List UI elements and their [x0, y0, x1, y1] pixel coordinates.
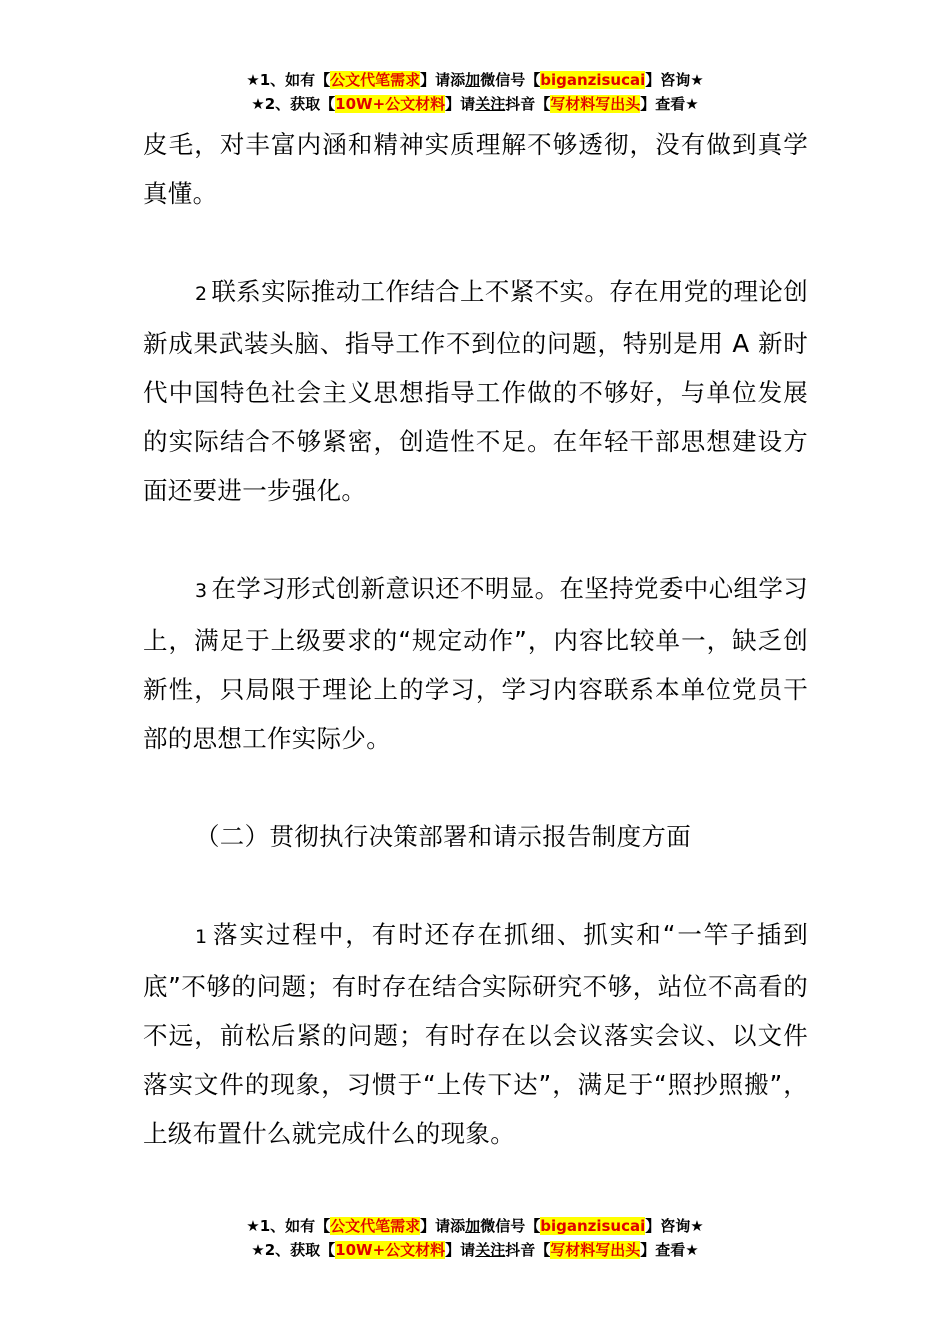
- promo-text: 】查看: [640, 95, 686, 113]
- promo-underline: 关注: [475, 1241, 506, 1259]
- promo-line-1: [0, 68, 950, 92]
- promo-text: 抖音【: [505, 1241, 551, 1259]
- paragraph-text: 联系实际推动工作结合上不紧不实。存在用党的理论创新成果武装头脑、指导工作不到位的问题，特别是用 A 新时代中国特色社会主义思想指导工作做的不够好，与单位发展的实际结合不够紧密，创造性不足。在年轻干部思想建设方面还要进一步强化。: [143, 277, 808, 505]
- promo-text: 1、如有【: [259, 1217, 331, 1235]
- paragraph-gap: [143, 861, 808, 910]
- star-icon: ★: [690, 1217, 704, 1235]
- promo-text: 2、获取【: [264, 95, 336, 113]
- paragraph-text: 落实过程中，有时还存在抓细、抓实和“一竿子插到底”不够的问题；有时存在结合实际研究不够，站位不高看的不远，前松后紧的问题；有时存在以会议落实会议、以文件落实文件的现象，习惯于“上传下达”，满足于“照抄照搬”，上级布置什么就完成什么的现象。: [143, 920, 808, 1148]
- promo-text: 】咨询: [645, 71, 691, 89]
- item-number: 2: [195, 283, 208, 305]
- paragraph-gap: [143, 218, 808, 267]
- promo-highlight: 公文代笔需求: [330, 71, 421, 89]
- promo-text: 微信号【: [480, 71, 541, 89]
- star-icon: ★: [685, 1241, 699, 1259]
- paragraph-gap: [143, 763, 808, 812]
- promo-highlight: 10W+公文材料: [335, 1241, 446, 1259]
- promo-highlight: 公文代笔需求: [330, 1217, 421, 1235]
- star-icon: ★: [690, 71, 704, 89]
- promo-highlight: biganzisucai: [540, 1217, 646, 1235]
- paragraph-gap: [143, 515, 808, 564]
- promo-text: 微信号【: [480, 1217, 541, 1235]
- promo-line-2: [0, 1238, 950, 1262]
- promo-highlight: 写材料写出头: [550, 1241, 641, 1259]
- promo-banner-top: [0, 68, 950, 116]
- promo-underline: 加: [465, 71, 481, 89]
- promo-text: 2、获取【: [264, 1241, 336, 1259]
- document-body: [143, 120, 808, 1158]
- star-icon: ★: [246, 1217, 260, 1235]
- paragraph-text: 在学习形式创新意识还不明显。在坚持党委中心组学习上，满足于上级要求的“规定动作”，内容比较单一，缺乏创新性，只局限于理论上的学习，学习内容联系本单位党员干部的思想工作实际少。: [143, 574, 808, 753]
- paragraph-item-1: [143, 910, 808, 1158]
- paragraph-item-3: [143, 564, 808, 763]
- promo-banner-bottom: [0, 1214, 950, 1262]
- promo-highlight: biganzisucai: [540, 71, 646, 89]
- section-heading: （二）贯彻执行决策部署和请示报告制度方面: [195, 822, 691, 851]
- promo-text: 】查看: [640, 1241, 686, 1259]
- star-icon: ★: [251, 95, 265, 113]
- star-icon: ★: [685, 95, 699, 113]
- promo-text: 】咨询: [645, 1217, 691, 1235]
- promo-text: 】请: [445, 95, 476, 113]
- promo-highlight: 写材料写出头: [550, 95, 641, 113]
- promo-underline: 关注: [475, 95, 506, 113]
- promo-underline: 加: [465, 1217, 481, 1235]
- promo-text: 】请: [445, 1241, 476, 1259]
- paragraph-continued: 皮毛，对丰富内涵和精神实质理解不够透彻，没有做到真学真懂。: [143, 130, 808, 208]
- item-number: 1: [195, 926, 208, 948]
- promo-text: 1、如有【: [259, 71, 331, 89]
- star-icon: ★: [246, 71, 260, 89]
- promo-text: 抖音【: [505, 95, 551, 113]
- star-icon: ★: [251, 1241, 265, 1259]
- promo-text: 】请添: [420, 1217, 466, 1235]
- promo-line-2: [0, 92, 950, 116]
- promo-highlight: 10W+公文材料: [335, 95, 446, 113]
- paragraph-item-2: [143, 267, 808, 515]
- promo-text: 】请添: [420, 71, 466, 89]
- item-number: 3: [195, 580, 208, 602]
- promo-line-1: [0, 1214, 950, 1238]
